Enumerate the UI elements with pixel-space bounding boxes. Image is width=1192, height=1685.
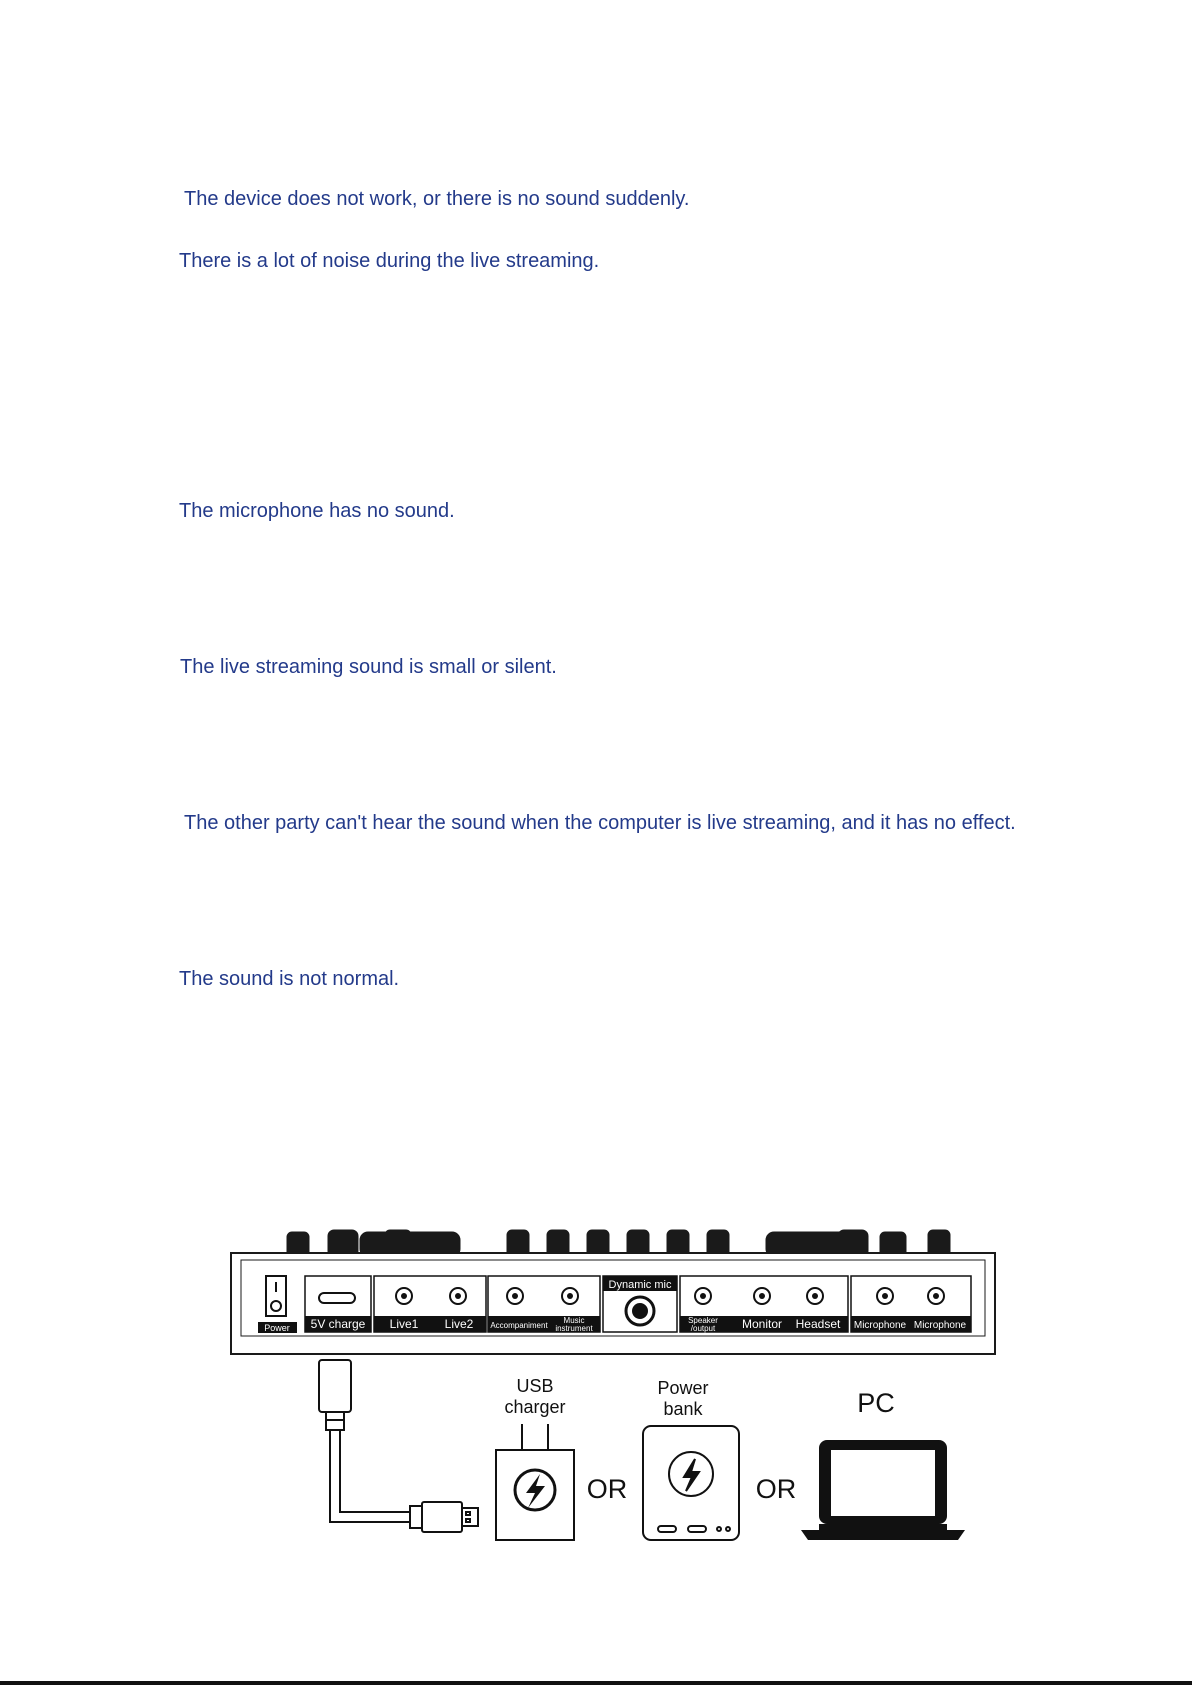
- power-bank-label-1: Power: [657, 1378, 709, 1398]
- laptop-icon: [801, 1440, 965, 1540]
- issue-1: The device does not work, or there is no sound suddenly.: [184, 188, 690, 210]
- mic2-label: Microphone: [913, 1320, 967, 1331]
- live1-label: Live1: [389, 1317, 419, 1331]
- output-label: /output: [690, 1324, 716, 1333]
- headset-label: Headset: [795, 1317, 841, 1331]
- usb-charger-label-2: charger: [504, 1397, 566, 1417]
- bottom-rule: [0, 1681, 1192, 1685]
- issue-6: The sound is not normal.: [179, 968, 400, 990]
- issue-5: The other party can't hear the sound when the computer is live streaming, and it has no effect.: [184, 812, 1016, 834]
- power-bank-icon: [643, 1426, 739, 1540]
- speaker-label: Speaker: [688, 1316, 718, 1325]
- or-label-2: OR: [755, 1474, 797, 1504]
- power-bank-label-2: bank: [663, 1399, 703, 1419]
- monitor-label: Monitor: [741, 1317, 783, 1331]
- or-label-1: OR: [586, 1474, 628, 1504]
- dynamic-mic-label: Dynamic mic: [608, 1279, 672, 1291]
- accompaniment-label: Accompaniment: [490, 1321, 548, 1330]
- connection-diagram: [0, 1200, 1192, 1560]
- power-label: Power: [264, 1323, 290, 1333]
- issue-4: The live streaming sound is small or silent.: [180, 656, 557, 678]
- mic1-label: Microphone: [853, 1320, 907, 1331]
- music-label: Music: [563, 1316, 585, 1325]
- issue-3: The microphone has no sound.: [179, 500, 455, 522]
- usb-charger-label-1: USB: [516, 1376, 554, 1396]
- usb-cable: [319, 1360, 478, 1532]
- pc-label: PC: [857, 1388, 895, 1418]
- instrument-label: instrument: [555, 1324, 593, 1333]
- usb-charger-icon: [496, 1424, 574, 1540]
- charge-label: 5V charge: [310, 1317, 366, 1331]
- live2-label: Live2: [444, 1317, 474, 1331]
- issue-2: There is a lot of noise during the live streaming.: [179, 250, 600, 272]
